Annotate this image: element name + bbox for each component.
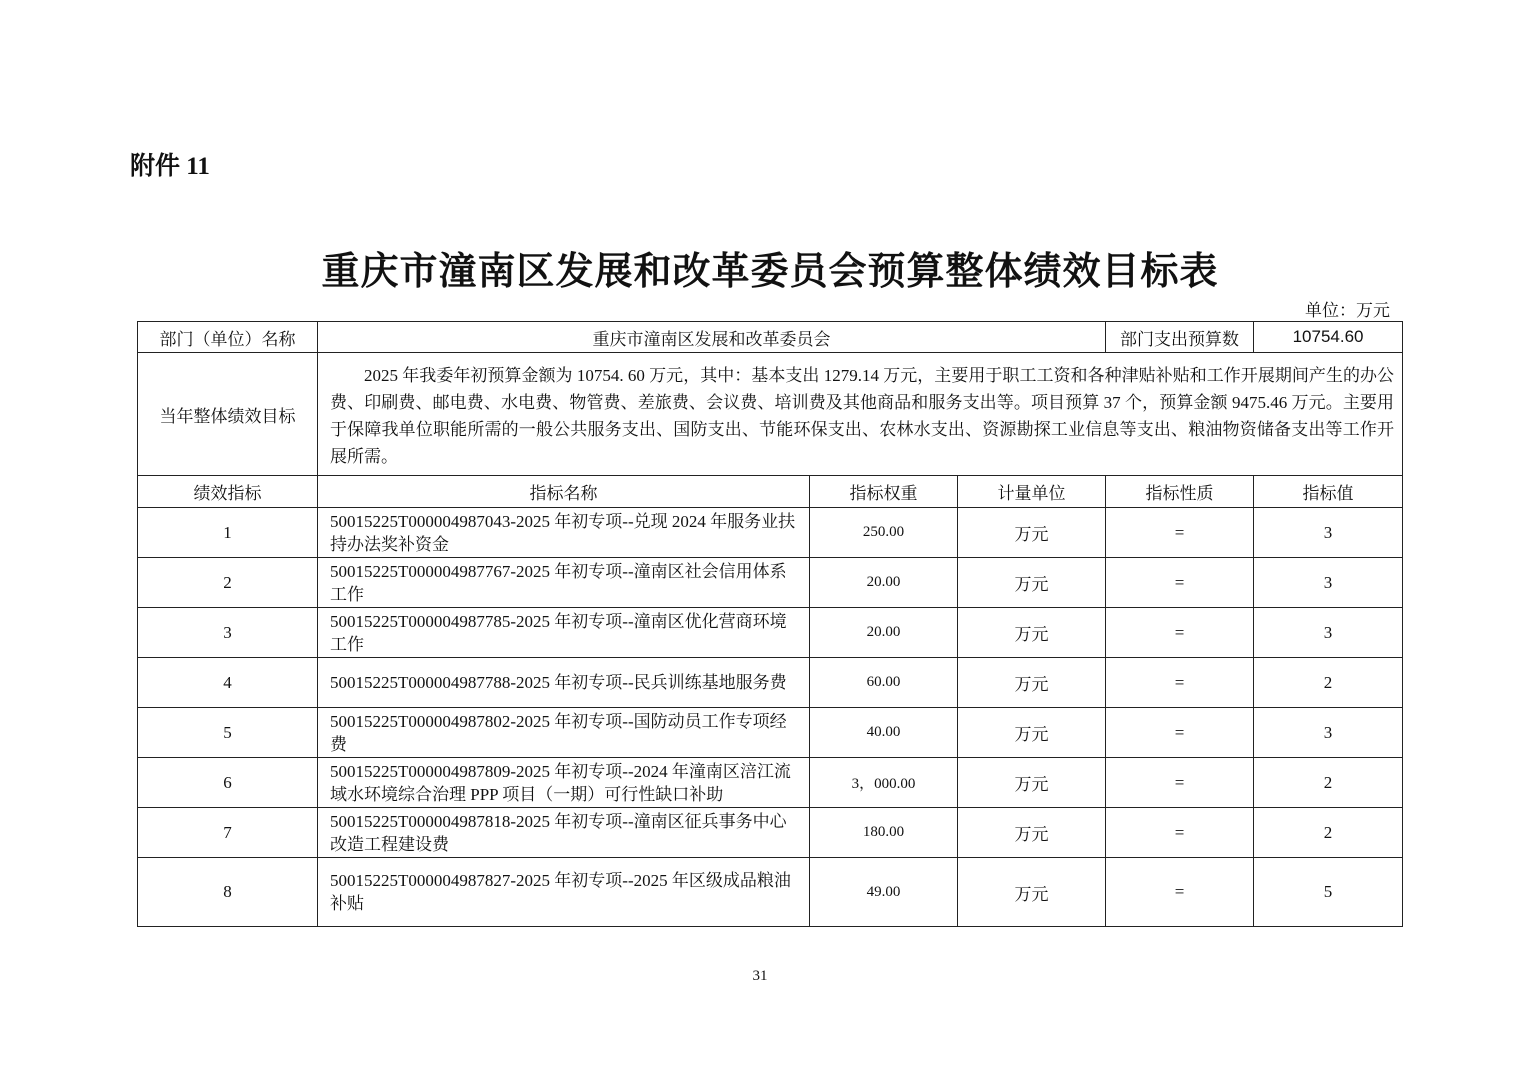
indicator-weight: 20.00	[810, 608, 958, 658]
row-number: 6	[138, 758, 318, 808]
dept-value: 重庆市潼南区发展和改革委员会	[318, 322, 1106, 353]
unit-label: 单位：万元	[1305, 301, 1390, 320]
indicator-value: 5	[1254, 858, 1403, 927]
indicator-name: 50015225T000004987827-2025 年初专项--2025 年区级成品粮油补贴	[318, 858, 810, 927]
indicator-weight: 180.00	[810, 808, 958, 858]
row-number: 1	[138, 508, 318, 558]
header-row	[138, 322, 1403, 353]
indicator-weight: 3，000.00	[810, 758, 958, 808]
row-number: 8	[138, 858, 318, 927]
measure-unit: 万元	[958, 658, 1106, 708]
col-header-value: 指标值	[1254, 476, 1403, 508]
goal-label: 当年整体绩效目标	[138, 353, 318, 476]
table-row	[138, 608, 1403, 658]
indicator-weight: 49.00	[810, 858, 958, 927]
indicator-name: 50015225T000004987802-2025 年初专项--国防动员工作专项经费	[318, 708, 810, 758]
row-number: 7	[138, 808, 318, 858]
table-row	[138, 658, 1403, 708]
indicator-weight: 40.00	[810, 708, 958, 758]
dept-label: 部门（单位）名称	[138, 322, 318, 353]
table-row	[138, 558, 1403, 608]
page-title: 重庆市潼南区发展和改革委员会预算整体绩效目标表	[321, 251, 1219, 293]
measure-unit: 万元	[958, 808, 1106, 858]
indicator-nature: =	[1106, 508, 1254, 558]
indicator-value: 2	[1254, 658, 1403, 708]
budget-value: 10754.60	[1254, 322, 1403, 353]
indicator-weight: 60.00	[810, 658, 958, 708]
goal-row	[138, 353, 1403, 476]
col-header-unit: 计量单位	[958, 476, 1106, 508]
row-number: 2	[138, 558, 318, 608]
indicator-value: 3	[1254, 708, 1403, 758]
indicator-name: 50015225T000004987785-2025 年初专项--潼南区优化营商环境工作	[318, 608, 810, 658]
indicator-name: 50015225T000004987818-2025 年初专项--潼南区征兵事务中心改造工程建设费	[318, 808, 810, 858]
indicator-nature: =	[1106, 608, 1254, 658]
indicator-value: 3	[1254, 558, 1403, 608]
indicator-nature: =	[1106, 858, 1254, 927]
attachment-label: 附件 11	[130, 153, 210, 180]
indicator-nature: =	[1106, 708, 1254, 758]
col-header-indicator: 绩效指标	[138, 476, 318, 508]
row-number: 4	[138, 658, 318, 708]
table-row	[138, 708, 1403, 758]
row-number: 5	[138, 708, 318, 758]
measure-unit: 万元	[958, 608, 1106, 658]
measure-unit: 万元	[958, 758, 1106, 808]
measure-unit: 万元	[958, 508, 1106, 558]
indicator-nature: =	[1106, 558, 1254, 608]
col-header-weight: 指标权重	[810, 476, 958, 508]
table-row	[138, 508, 1403, 558]
indicator-name: 50015225T000004987788-2025 年初专项--民兵训练基地服务费	[318, 658, 810, 708]
measure-unit: 万元	[958, 708, 1106, 758]
indicator-name: 50015225T000004987767-2025 年初专项--潼南区社会信用体系工作	[318, 558, 810, 608]
indicator-value: 2	[1254, 808, 1403, 858]
indicator-weight: 250.00	[810, 508, 958, 558]
column-header-row	[138, 476, 1403, 508]
row-number: 3	[138, 608, 318, 658]
table-row	[138, 858, 1403, 927]
indicator-nature: =	[1106, 758, 1254, 808]
indicator-name: 50015225T000004987043-2025 年初专项--兑现 2024 年服务业扶持办法奖补资金	[318, 508, 810, 558]
col-header-nature: 指标性质	[1106, 476, 1254, 508]
table-row	[138, 808, 1403, 858]
indicator-value: 3	[1254, 608, 1403, 658]
measure-unit: 万元	[958, 858, 1106, 927]
measure-unit: 万元	[958, 558, 1106, 608]
indicator-name: 50015225T000004987809-2025 年初专项--2024 年潼南区涪江流域水环境综合治理 PPP 项目（一期）可行性缺口补助	[318, 758, 810, 808]
goal-text: 2025 年我委年初预算金额为 10754. 60 万元，其中：基本支出 1279.14 万元，主要用于职工工资和各种津贴补贴和工作开展期间产生的办公费、印刷费、邮电费、水电费、物管费、差旅费、会议费、培训费及其他商品和服务支出等。项目预算 37 个，预算金额 9475.46 万元。主要用于保障我单位职能所需的一般公共服务支出、国防支出、节能环保支出、农林水支出、资源勘探工业信息等支出、粮油物资储备支出等工作开展所需。	[318, 353, 1403, 476]
performance-table	[137, 321, 1403, 927]
page-number: 31	[752, 968, 768, 984]
indicator-nature: =	[1106, 658, 1254, 708]
indicator-value: 2	[1254, 758, 1403, 808]
budget-label: 部门支出预算数	[1106, 322, 1254, 353]
indicator-value: 3	[1254, 508, 1403, 558]
indicator-weight: 20.00	[810, 558, 958, 608]
col-header-name: 指标名称	[318, 476, 810, 508]
indicator-nature: =	[1106, 808, 1254, 858]
table-row	[138, 758, 1403, 808]
